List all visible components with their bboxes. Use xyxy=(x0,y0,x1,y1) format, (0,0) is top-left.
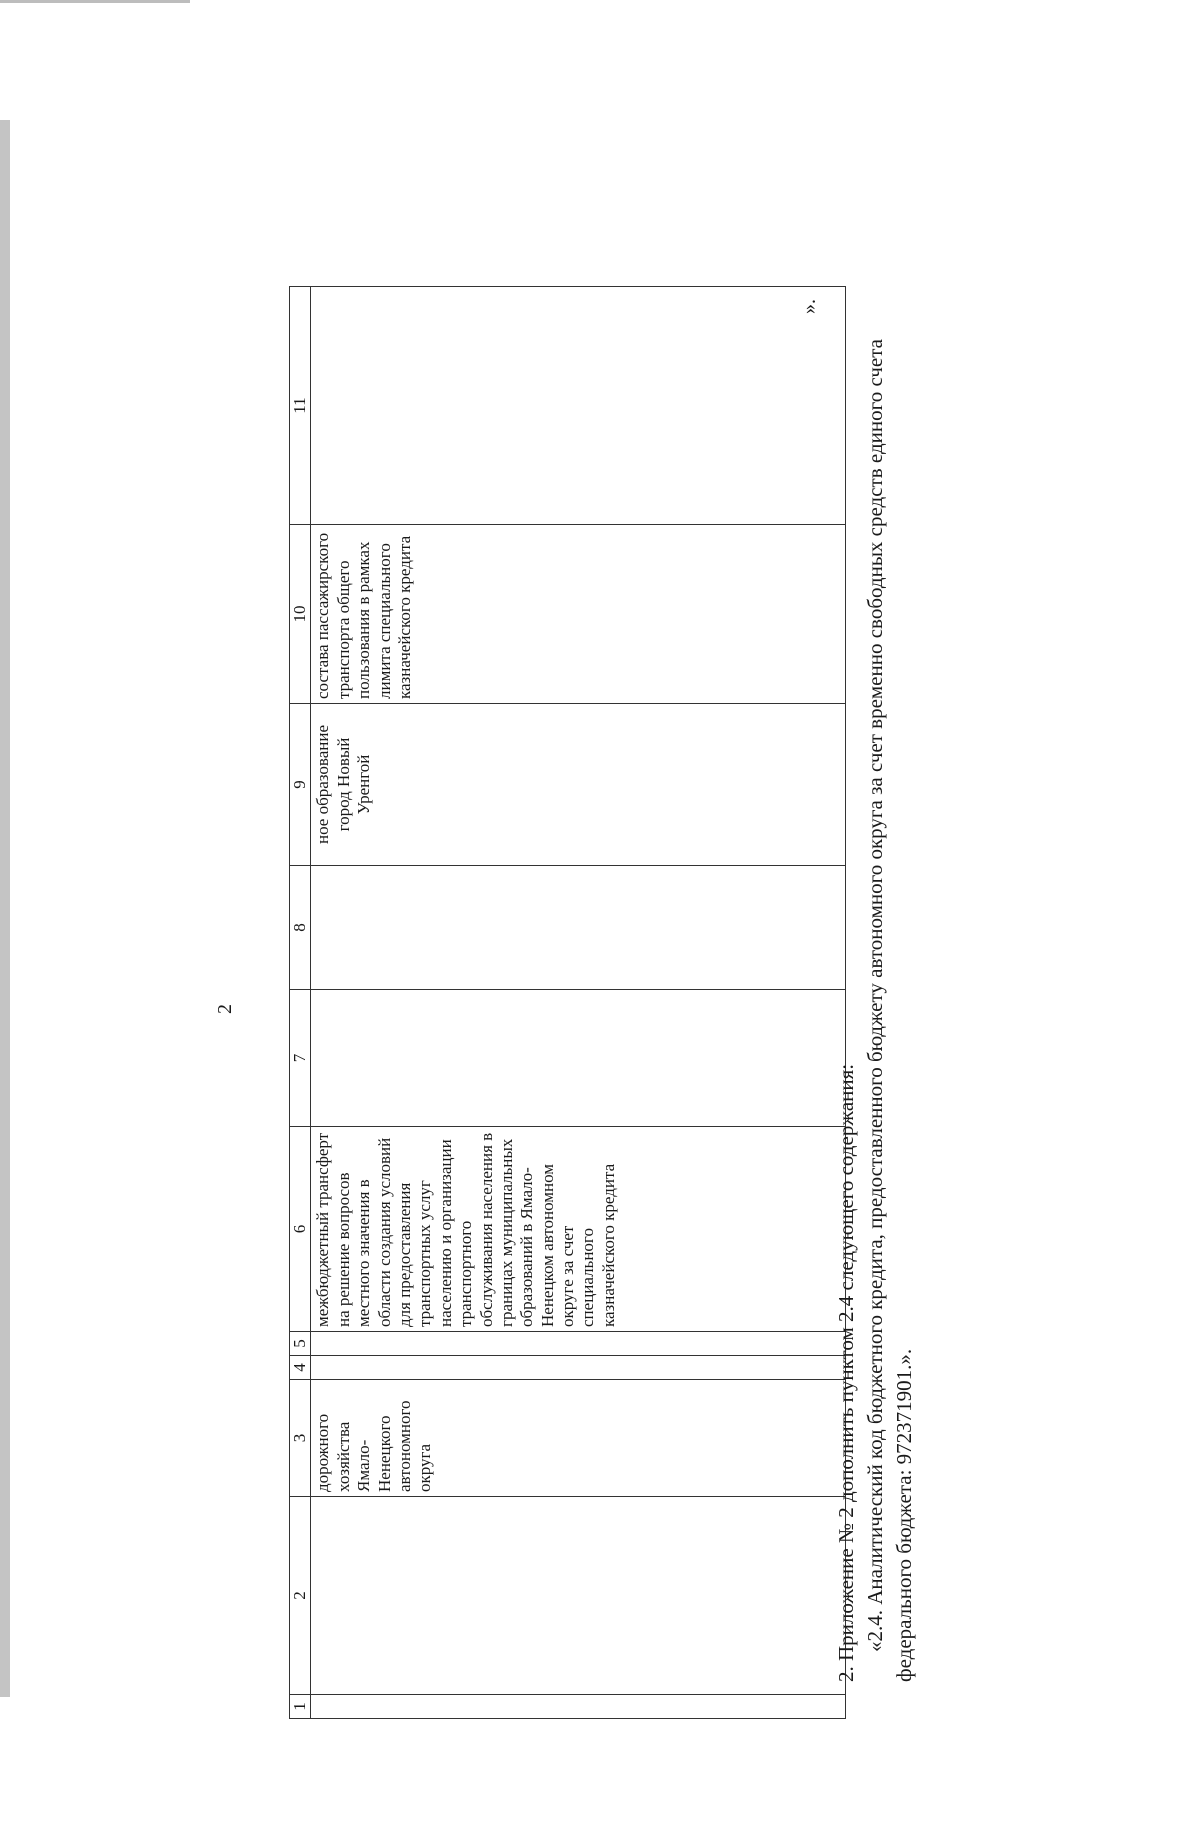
column-header: 11 xyxy=(290,287,311,525)
paragraph-amendment: 2. Приложение № 2 дополнить пунктом 2.4 следующего содержания: xyxy=(834,1063,858,1682)
table-cell xyxy=(311,1332,846,1356)
column-header: 10 xyxy=(290,525,311,704)
column-header: 3 xyxy=(290,1380,311,1497)
column-header: 2 xyxy=(290,1497,311,1695)
page-number: 2 xyxy=(214,1004,236,1014)
table-cell xyxy=(311,1695,846,1719)
table-cell: межбюджетный трансферт на решение вопросов местного значения в области создания условий для предоставления транспортных услуг населению и организации транспортного обслуживания населения в границах муниципальных образований в Ямало-Ненецком автономном округе за счет специального казначейского кредита xyxy=(311,1127,846,1332)
paragraph-analytic-code: «2.4. Аналитический код бюджетного кредита, предоставленного бюджету автономного округа за счет временно свободных средств единого счета федерального бюджета: 972371901.». xyxy=(862,339,916,1682)
scan-edge-top xyxy=(0,0,190,3)
column-header: 1 xyxy=(290,1695,311,1719)
table-cell xyxy=(311,1497,846,1695)
scan-edge-left xyxy=(0,120,10,1697)
column-header: 7 xyxy=(290,990,311,1127)
table-cell xyxy=(311,1356,846,1380)
column-header: 5 xyxy=(290,1332,311,1356)
table-cell: дорожного хозяйства Ямало-Ненецкого автономного округа xyxy=(311,1380,846,1497)
data-table xyxy=(289,286,846,1719)
column-header: 4 xyxy=(290,1356,311,1380)
table-header-row xyxy=(290,287,311,1719)
column-header: 9 xyxy=(290,704,311,866)
table-cell: ное образование город Новый Уренгой xyxy=(311,704,846,866)
column-header: 6 xyxy=(290,1127,311,1332)
rotated-page xyxy=(164,172,1034,1822)
body-text xyxy=(832,227,918,1682)
column-header: 8 xyxy=(290,866,311,990)
table-row xyxy=(311,287,846,1719)
closing-quote: ». xyxy=(798,299,820,314)
table-cell xyxy=(311,866,846,990)
table-cell xyxy=(311,990,846,1127)
table-cell xyxy=(311,287,846,525)
table-cell: состава пассажирского транспорта общего пользования в рамках лимита специального казначейского кредита xyxy=(311,525,846,704)
